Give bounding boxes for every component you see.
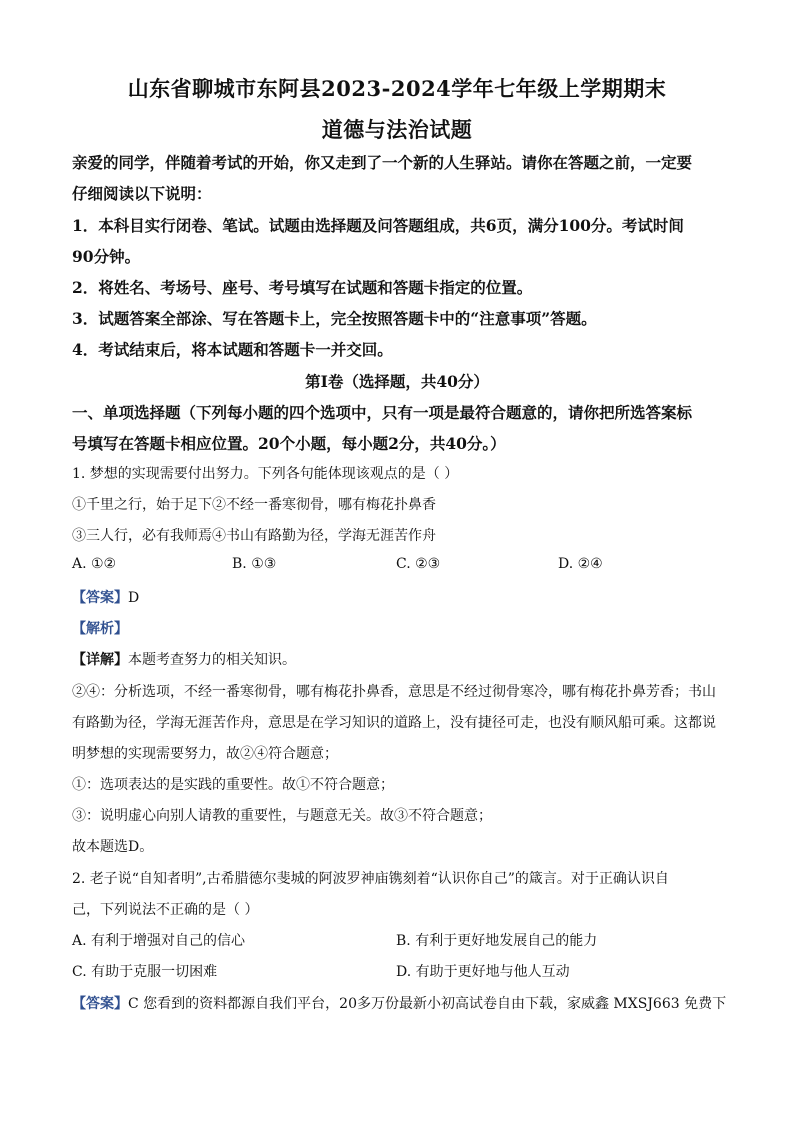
q1-detail: 本题考查努力的相关知识。	[128, 652, 296, 668]
intro-line-2: 仔细阅读以下说明：	[72, 184, 212, 203]
rule-2: 2．将姓名、考场号、座号、考号填写在试题和答题卡指定的位置。	[72, 278, 533, 297]
document-subtitle: 道德与法治试题	[321, 117, 473, 142]
q1-option-c: C. ②③	[396, 556, 441, 572]
q1-line-3: ③三人行，必有我师焉④书山有路勤为径，学海无涯苦作舟	[72, 528, 436, 544]
section-intro-2: 号填写在答题卡相应位置。20个小题，每小题2分，共40分。）	[72, 434, 506, 453]
q1-answer: D	[128, 590, 140, 606]
section-title: 第Ⅰ卷（选择题，共40分）	[305, 372, 489, 391]
q1-exp-2: 有路勤为径，学海无涯苦作舟，意思是在学习知识的道路上，没有捷径可走，也没有顺风船可乘。这都说	[72, 715, 716, 731]
analysis-tag: 【解析】	[72, 621, 128, 637]
rule-4: 4．考试结束后，将本试题和答题卡一并交回。	[72, 340, 393, 359]
rule-1-cont: 90分钟。	[72, 247, 141, 266]
q1-option-b: B. ①③	[232, 556, 277, 572]
intro-line-1: 亲爱的同学，伴随着考试的开始，你又走到了一个新的人生驿站。请你在答题之前，一定要	[72, 153, 693, 172]
rule-3: 3．试题答案全部涂、写在答题卡上，完全按照答题卡中的“注意事项”答题。	[72, 309, 597, 328]
q1-exp-1: ②④：分析选项，不经一番寒彻骨，哪有梅花扑鼻香，意思是不经过彻骨寒冷，哪有梅花扑鼻芳香；书山	[72, 684, 716, 700]
document-title: 山东省聊城市东阿县2023-2024学年七年级上学期期末	[127, 76, 667, 101]
q1-line-2: ①千里之行，始于足下②不经一番寒彻骨，哪有梅花扑鼻香	[72, 497, 436, 513]
q2-option-c: C. 有助于克服一切困难	[72, 964, 218, 980]
q2-answer-line: C 您看到的资料都源自我们平台，20多万份最新小初高试卷自由下载，家威鑫 MXSJ663 免费下	[128, 996, 727, 1012]
q1-option-a: A. ①②	[72, 556, 117, 572]
section-intro-1: 一、单项选择题（下列每小题的四个选项中，只有一项是最符合题意的，请你把所选答案标	[72, 403, 693, 422]
q2-option-a: A. 有利于增强对自己的信心	[72, 933, 246, 949]
q1-exp-4: ①：选项表达的是实践的重要性。故①不符合题意；	[72, 777, 394, 793]
rule-1: 1．本科目实行闭卷、笔试。试题由选择题及问答题组成，共6页，满分100分。考试时间	[72, 216, 684, 235]
q1-stem: 1. 梦想的实现需要付出努力。下列各句能体现该观点的是（ ）	[72, 466, 459, 482]
q1-exp-3: 明梦想的实现需要努力，故②④符合题意；	[72, 746, 338, 762]
q2-option-b: B. 有利于更好地发展自己的能力	[396, 933, 598, 949]
q1-exp-5: ③：说明虚心向别人请教的重要性，与题意无关。故③不符合题意；	[72, 808, 492, 824]
detail-tag: 【详解】	[72, 652, 128, 668]
q2-stem-2: 己，下列说法不正确的是（ ）	[72, 902, 259, 918]
answer-tag-2: 【答案】	[72, 996, 128, 1012]
q1-exp-6: 故本题选D。	[72, 839, 154, 855]
q1-detail-row	[72, 649, 296, 669]
q2-stem-1: 2. 老子说“自知者明”,古希腊德尔斐城的阿波罗神庙镌刻着“认识你自己”的箴言。对于正确认识自	[72, 871, 669, 887]
q2-option-d: D. 有助于更好地与他人互动	[396, 964, 570, 980]
answer-tag: 【答案】	[72, 590, 128, 606]
q1-answer-row	[72, 587, 139, 607]
q1-option-d: D. ②④	[558, 556, 603, 572]
q2-answer-row	[72, 993, 726, 1013]
q1-analysis-row	[72, 618, 128, 638]
